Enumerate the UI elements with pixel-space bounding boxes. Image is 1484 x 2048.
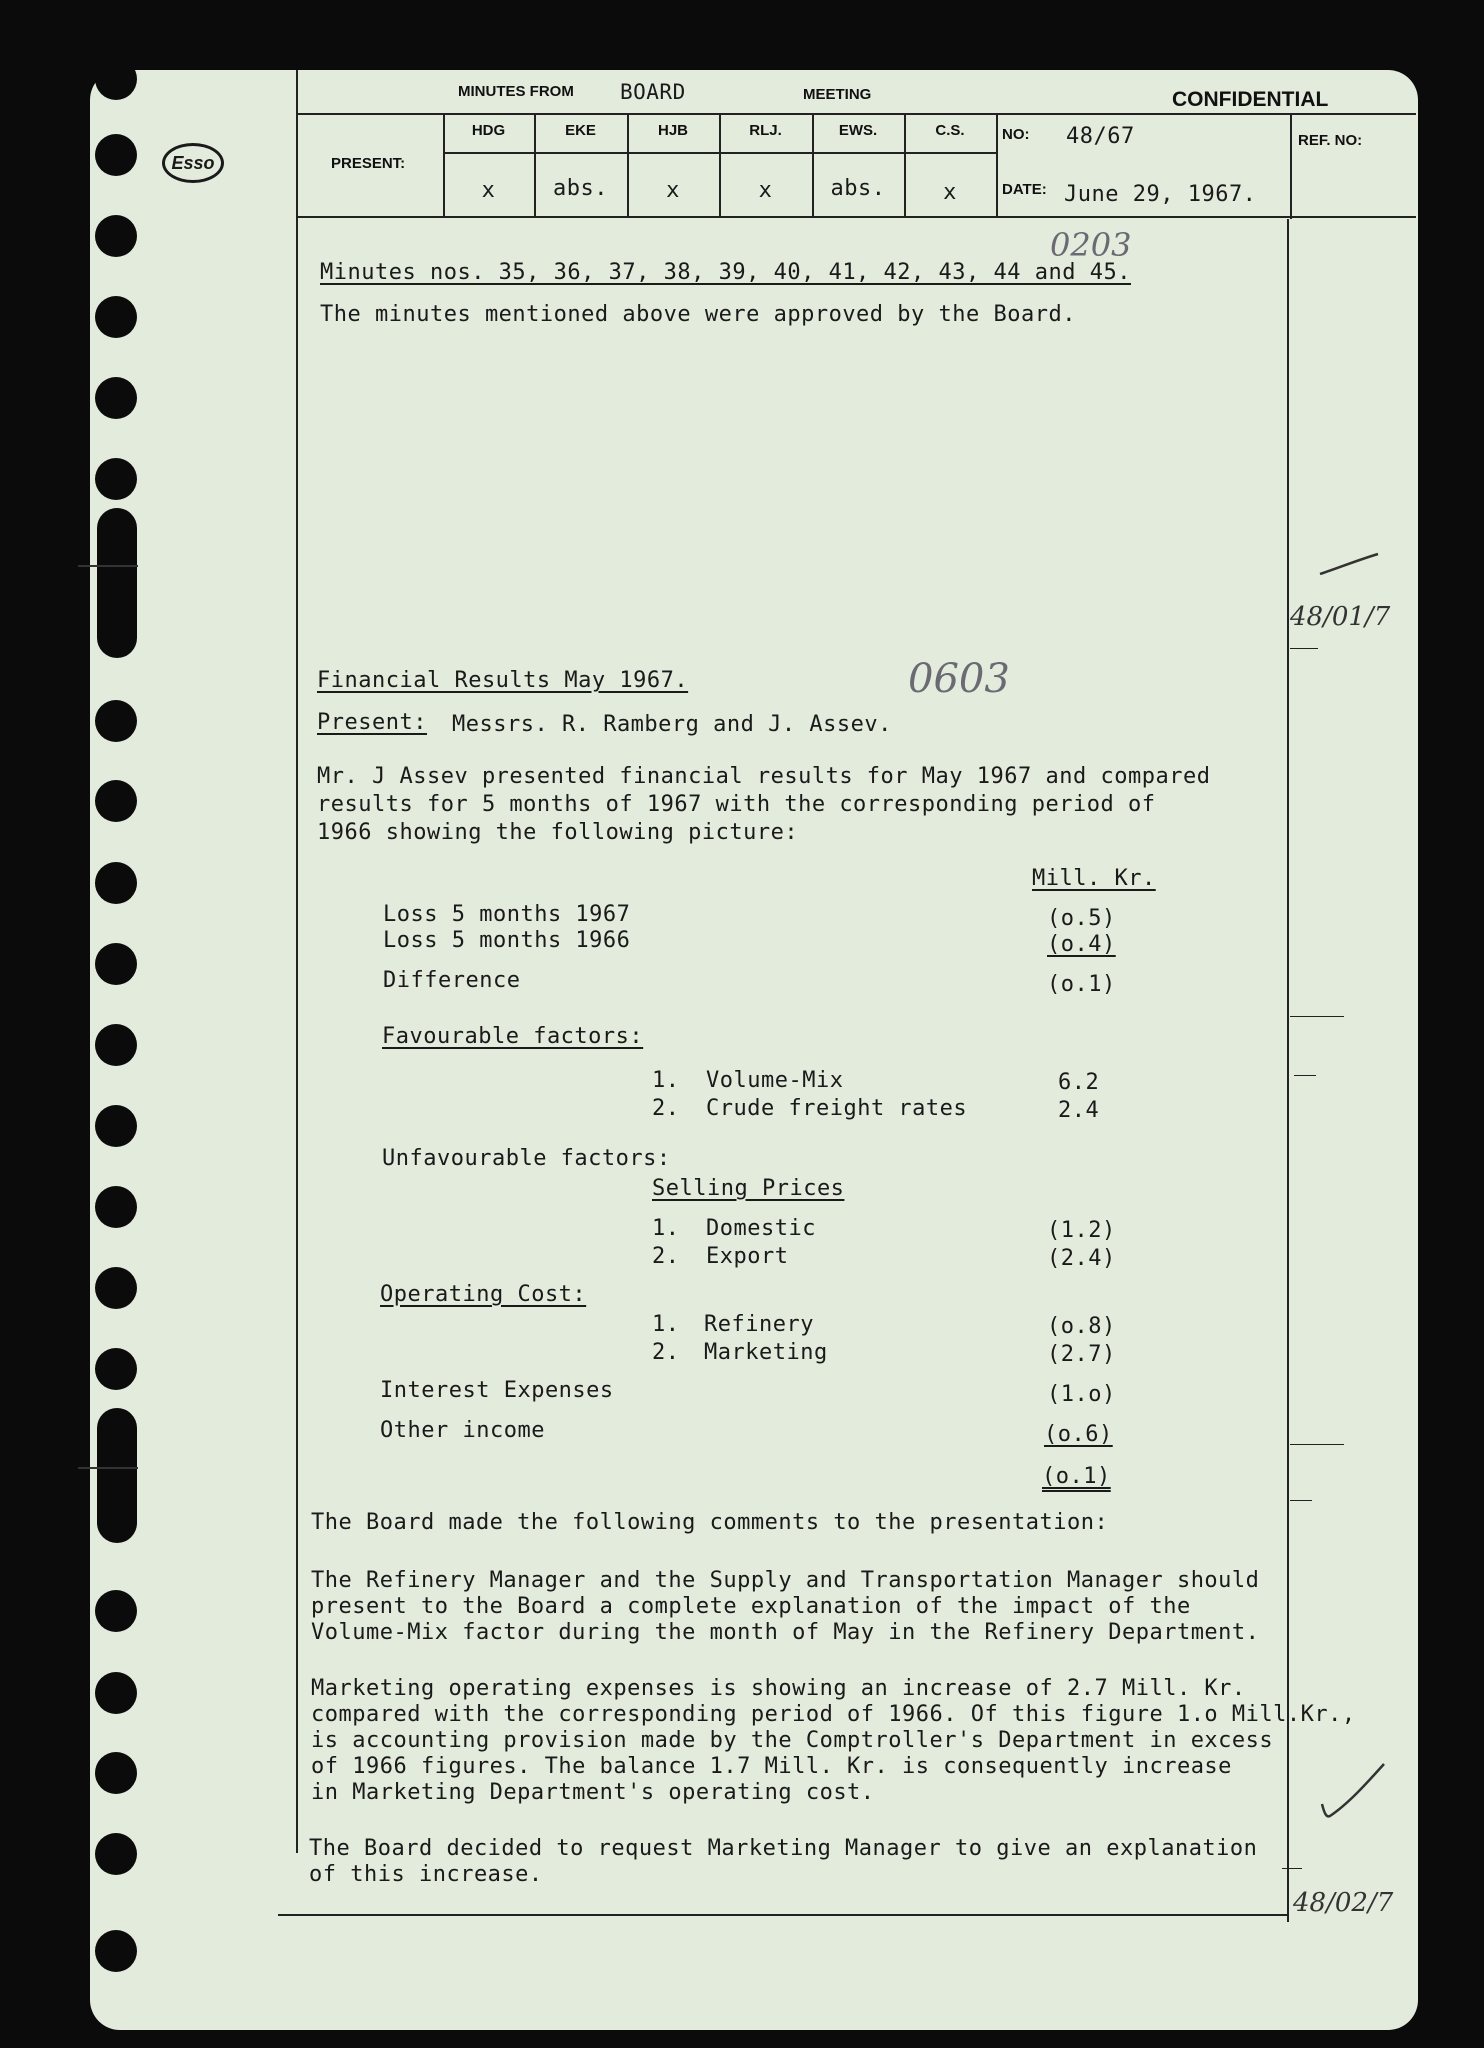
margin-mark (78, 565, 138, 567)
binder-slot (97, 508, 137, 658)
margin-mark (1290, 1500, 1312, 1501)
attendee-initials: RLJ. (749, 122, 782, 139)
margin-mark (1290, 648, 1318, 649)
factor-value: (1.2) (1047, 1218, 1116, 1243)
factor-number: 2. (652, 1340, 680, 1365)
attendee-initials: EKE (565, 122, 596, 139)
ref-no-label: REF. NO: (1298, 132, 1363, 149)
meeting-label: MEETING (803, 86, 872, 103)
binder-hole (95, 1752, 137, 1794)
header-border (296, 70, 298, 217)
paragraph-line: Marketing operating expenses is showing an increase of 2.7 Mill. Kr. (311, 1676, 1246, 1701)
attendee-status: x (758, 178, 773, 203)
body-border (278, 1914, 1288, 1916)
factor-number: 1. (652, 1068, 680, 1093)
difference-label: Difference (383, 968, 521, 993)
attendee-status: x (943, 180, 957, 205)
factor-label: Refinery (704, 1312, 814, 1337)
handwritten-code: 0603 (908, 656, 1010, 702)
section1-heading: Minutes nos. 35, 36, 37, 38, 39, 40, 41, 42, 43, 44 and 45. (320, 260, 1131, 285)
binder-hole (95, 862, 137, 904)
binder-hole (95, 458, 137, 500)
attendee-initials: C.S. (935, 122, 965, 139)
section1-text: The minutes mentioned above were approved by the Board. (320, 302, 1076, 327)
paragraph-line: in Marketing Department's operating cost. (311, 1780, 875, 1805)
loss-value: (o.4) (1047, 932, 1116, 957)
binder-hole (95, 1024, 137, 1066)
paragraph-line: The Refinery Manager and the Supply and Transportation Manager should (311, 1568, 1260, 1593)
section2-ref: 48/02/7 (1293, 1888, 1394, 1918)
attendee-initials: HDG (471, 122, 506, 139)
attendee-status: abs. (553, 176, 608, 201)
factor-number: 1. (652, 1312, 680, 1337)
attendee-initials: EWS. (838, 122, 878, 139)
binder-hole (95, 296, 137, 338)
attendee-status: x (666, 178, 680, 203)
binder-slot (97, 1408, 137, 1543)
factor-label: Marketing (704, 1340, 828, 1365)
intro-line: results for 5 months of 1967 with the corresponding period of (317, 792, 1156, 817)
factor-label: Domestic (706, 1216, 816, 1241)
body-border (296, 216, 298, 1853)
binder-hole (95, 1672, 137, 1714)
binder-hole (95, 377, 137, 419)
unit-label: Mill. Kr. (1032, 866, 1156, 891)
interest-value: (1.o) (1047, 1382, 1116, 1407)
margin-mark (1294, 1075, 1316, 1076)
present-label-body: Present: (317, 710, 427, 735)
binder-hole (95, 700, 137, 742)
present-text: Messrs. R. Ramberg and J. Assev. (452, 712, 892, 737)
header-border (1290, 113, 1292, 219)
attendee-initials: HJB (657, 122, 688, 139)
minutes-from-value: BOARD (620, 80, 686, 104)
binder-hole (95, 1590, 137, 1632)
attendee-status: abs. (830, 176, 886, 201)
binder-hole (95, 1348, 137, 1390)
other-income-label: Other income (380, 1418, 545, 1443)
unfavourable-label: Unfavourable factors: (382, 1146, 671, 1171)
check-mark (1318, 1760, 1388, 1822)
intro-line: Mr. J Assev presented financial results for May 1967 and compared (317, 764, 1211, 789)
favourable-label: Favourable factors: (382, 1024, 644, 1049)
binder-hole (95, 1267, 137, 1309)
number-label: NO: (1002, 126, 1030, 143)
paragraph-line: present to the Board a complete explanation of the impact of the (311, 1594, 1191, 1619)
check-mark (1318, 548, 1382, 578)
minutes-from-label: MINUTES FROM (458, 83, 574, 100)
factor-number: 1. (652, 1216, 680, 1241)
paragraph-line: of this increase. (309, 1862, 543, 1887)
factor-value: 2.4 (1058, 1098, 1100, 1123)
margin-mark (1290, 1444, 1344, 1445)
paragraph-line: is accounting provision made by the Comptroller's Department in excess (311, 1728, 1274, 1753)
factor-label: Crude freight rates (706, 1096, 968, 1121)
binder-hole (95, 1186, 137, 1228)
selling-prices-label: Selling Prices (652, 1176, 845, 1201)
header-border (296, 113, 1416, 115)
binder-hole (95, 134, 137, 176)
binder-hole (95, 1930, 137, 1972)
factor-label: Volume-Mix (706, 1068, 844, 1093)
number-value: 48/67 (1066, 124, 1135, 149)
factor-number: 2. (652, 1244, 680, 1269)
confidential-label: CONFIDENTIAL (1172, 88, 1329, 111)
header-border (996, 113, 998, 216)
binder-hole (95, 215, 137, 257)
binder-hole (95, 1833, 137, 1875)
loss-value: (o.5) (1047, 906, 1116, 931)
factor-number: 2. (652, 1096, 680, 1121)
difference-value: (o.1) (1047, 972, 1116, 997)
factor-value: (2.7) (1047, 1342, 1116, 1367)
margin-mark (1290, 1016, 1344, 1017)
esso-logo: Esso (162, 143, 224, 183)
factor-label: Export (706, 1244, 789, 1269)
comments-intro: The Board made the following comments to the presentation: (311, 1510, 1109, 1535)
section2-heading: Financial Results May 1967. (317, 668, 689, 693)
margin-mark (78, 1467, 138, 1469)
binder-hole (95, 58, 137, 100)
loss-label: Loss 5 months 1966 (383, 928, 631, 953)
intro-line: 1966 showing the following picture: (317, 820, 799, 845)
binder-hole (95, 780, 137, 822)
date-value: June 29, 1967. (1064, 182, 1257, 207)
paragraph-line: of 1966 figures. The balance 1.7 Mill. Kr. is consequently increase (311, 1754, 1232, 1779)
header-border (443, 152, 996, 154)
other-income-value: (o.6) (1044, 1422, 1113, 1447)
interest-label: Interest Expenses (380, 1378, 614, 1403)
section1-ref: 48/01/7 (1290, 602, 1391, 632)
header-border (296, 216, 1416, 218)
loss-label: Loss 5 months 1967 (383, 902, 631, 927)
binder-hole (95, 943, 137, 985)
date-label: DATE: (1002, 181, 1047, 198)
paragraph-line: compared with the corresponding period of 1966. Of this figure 1.o Mill.Kr., (311, 1702, 1356, 1727)
factor-value: 6.2 (1058, 1070, 1100, 1095)
ref-column-border (1287, 219, 1289, 1922)
handwritten-code: 0203 (1050, 226, 1132, 264)
factor-value: (o.8) (1047, 1314, 1116, 1339)
attendee-status: x (481, 178, 496, 203)
paragraph-line: The Board decided to request Marketing Manager to give an explanation (309, 1836, 1258, 1861)
operating-cost-label: Operating Cost: (380, 1282, 587, 1307)
margin-mark (1282, 1868, 1302, 1869)
total-value: (o.1) (1042, 1464, 1111, 1489)
factor-value: (2.4) (1047, 1246, 1116, 1271)
present-label: PRESENT: (331, 155, 406, 172)
paragraph-line: Volume-Mix factor during the month of May in the Refinery Department. (311, 1620, 1260, 1645)
binder-hole (95, 1105, 137, 1147)
